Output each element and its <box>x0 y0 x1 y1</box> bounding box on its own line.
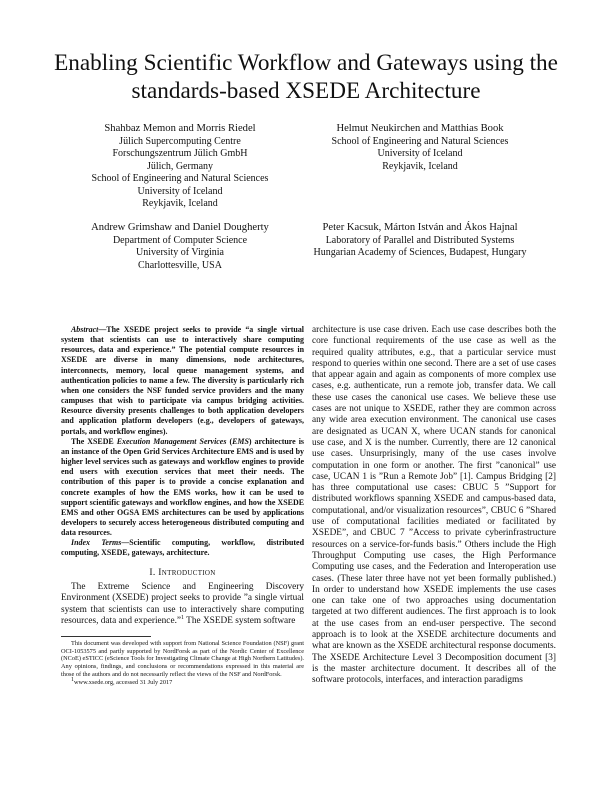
abstract-text: The XSEDE <box>71 436 117 446</box>
footnote-mark: 1 <box>71 676 74 683</box>
affiliation-line: Reykjavik, Iceland <box>382 160 458 172</box>
intro-paragraph <box>61 582 304 628</box>
abstract-text: ) architecture is an instance of the Open Grid Services Architecture EMS and is used by higher level services such as gateways and workflow engines to provide end users with execution services that meet their needs. The contribution of this paper is to provide a concise explanation and concrete examples of how the EMS works, how it can be used to support scientific gateways and workflow engines, and how the XSEDE EMS and other OGSA EMS architectures can be used by applications developers to securely access heterogeneous distributed computing and data resources. <box>61 436 304 538</box>
index-terms-text: —Scientific computing, workflow, distributed computing, XSEDE, gateways, architecture. <box>61 538 304 558</box>
abstract-label: Abstract <box>71 325 99 334</box>
affiliation-line: School of Engineering and Natural Sciences <box>91 173 269 185</box>
paper-title: Enabling Scientific Workflow and Gateways using the standards-based XSEDE Architecture <box>54 50 558 104</box>
abstract-emphasis: Execution Management Services <box>116 436 227 446</box>
abstract-text: —The XSEDE project seeks to provide “a single virtual system that scientists can use to interactively share computing resources, data and experience.” The potential compute resources in XSEDE are diverse in many dimensions, node architectures, interconnects, memory, local queue management systems, and authentication policies to name a few. The diversity is particularly rich when one considers the NSF funded service providers and the many campuses that wish to participate via campus bridging activities. Resource diversity presents challenges to both application developers and application platform developers (e.g., developers of gateways, portals, and workflow engines). <box>61 325 304 436</box>
intro-text: The Extreme Science and Engineering Discovery Environment (XSEDE) project seeks to provide ”a single virtual system that scientists can use to interactively share computing resources, data and experience.” <box>61 581 304 627</box>
author-names: Andrew Grimshaw and Daniel Dougherty <box>91 222 269 233</box>
index-terms-label: Index Terms <box>71 538 122 548</box>
abstract-text: ( <box>226 436 233 446</box>
abstract-paragraph <box>61 325 304 437</box>
affiliation-line: Jülich Supercomputing Centre <box>119 136 241 147</box>
right-column <box>312 325 556 687</box>
abstract-paragraph-2 <box>61 437 304 539</box>
abstract-emphasis: EMS <box>232 436 249 446</box>
footnote-1 <box>61 676 304 687</box>
affiliation-line: University of Iceland <box>377 148 463 160</box>
affiliation-line: Forschungszentrum Jülich GmbH <box>112 148 248 160</box>
section-number: I. <box>149 566 156 578</box>
author-block-4 <box>290 221 550 260</box>
affiliation-line: School of Engineering and Natural Sciences <box>331 136 509 147</box>
left-column <box>61 325 304 687</box>
affiliation-line: Department of Computer Science <box>112 235 248 246</box>
affiliation-line: University of Iceland <box>137 185 223 197</box>
affiliation-line: Jülich, Germany <box>146 160 214 172</box>
body-paragraph: architecture is use case driven. Each use case describes both the core functional requirements of the use case as well as the required quality attributes, e.g., that a particular service must respond to queries within one second. There are a set of use cases that appear again and again as components of more complex use cases, e.g. authenticate, run a remote job, transfer data. We call these use cases the canonical use cases. We believe these use cases are not unique to XSEDE, rather they are common across any wide area execution environment. The canonical use cases are designated as UCAN X, where UCAN stands for canonical use case, and X is the number. Currently, there are 12 canonical use cases. Unsurprisingly, many of the use cases involve computation in one form or another. The first ”canonical” use case, UCAN 1 is ”Run a Remote Job” [1]. Campus Bridging [2] has three computational use cases: CBUC 5 ”Support for distributed workflows spanning XSEDE and campus-based data, computational, and/or visualization resources”, CBUC 6 ”Shared use of computational facilities mediated or facilitated by XSEDE”, and CBUC 7 ”Access to private cyberinfrastructure resources on a service-for-funds basis.” Others include the High Throughput Computing use cases, the High Performance Computing use cases, and the Federation and Interoperation use cases. (These later three have not yet been formally published.) In order to understand how XSEDE implements the use cases one can take one of two approaches using documentation targeted at two different audiences. The first approach is to look at the use cases from an end-user perspective. The second approach is to look at the XSEDE architecture documents and what are known as the XSEDE architectural response documents. The XSEDE Architecture Level 3 Decomposition document [3] is the master architecture document. It describes all of the software protocols, interfaces, and interaction paradigms <box>312 325 556 686</box>
intro-text: The XSEDE system software <box>184 616 296 627</box>
author-names: Shahbaz Memon and Morris Riedel <box>104 123 256 134</box>
footnote-divider <box>61 636 151 637</box>
author-block-3 <box>70 221 290 272</box>
section-heading <box>61 567 304 578</box>
author-block-2 <box>300 122 540 173</box>
funding-footnote: This document was developed with support from National Science Foundation (NSF) grant OCI-1053575 and partly supported by NordForsk as part of the Nordic Center of Excellence (NCoE) eSTICC (eScience Tools for Investigating Climate Change at High Northern Latitudes). Any opinions, findings, and conclusions or recommendations expressed in this material are those of the authors and do not necessarily reflect the views of the NSF and NordForsk. <box>61 639 304 679</box>
index-terms <box>61 538 304 558</box>
affiliation-line: Hungarian Academy of Sciences, Budapest, Hungary <box>313 247 527 259</box>
footnote-text: www.xsede.org, accessed 31 July 2017 <box>74 678 173 686</box>
author-block-1 <box>70 122 290 210</box>
author-names: Helmut Neukirchen and Matthias Book <box>336 123 504 134</box>
author-names: Peter Kacsuk, Márton István and Ákos Hajnal <box>322 222 518 233</box>
affiliation-line: Laboratory of Parallel and Distributed Systems <box>325 235 515 246</box>
affiliation-line: Charlottesville, USA <box>138 259 222 271</box>
affiliation-line: Reykjavik, Iceland <box>142 198 218 210</box>
affiliation-line: University of Virginia <box>136 247 224 259</box>
footnote-mark: 1 <box>181 615 185 622</box>
section-title: Introduction <box>158 566 216 578</box>
